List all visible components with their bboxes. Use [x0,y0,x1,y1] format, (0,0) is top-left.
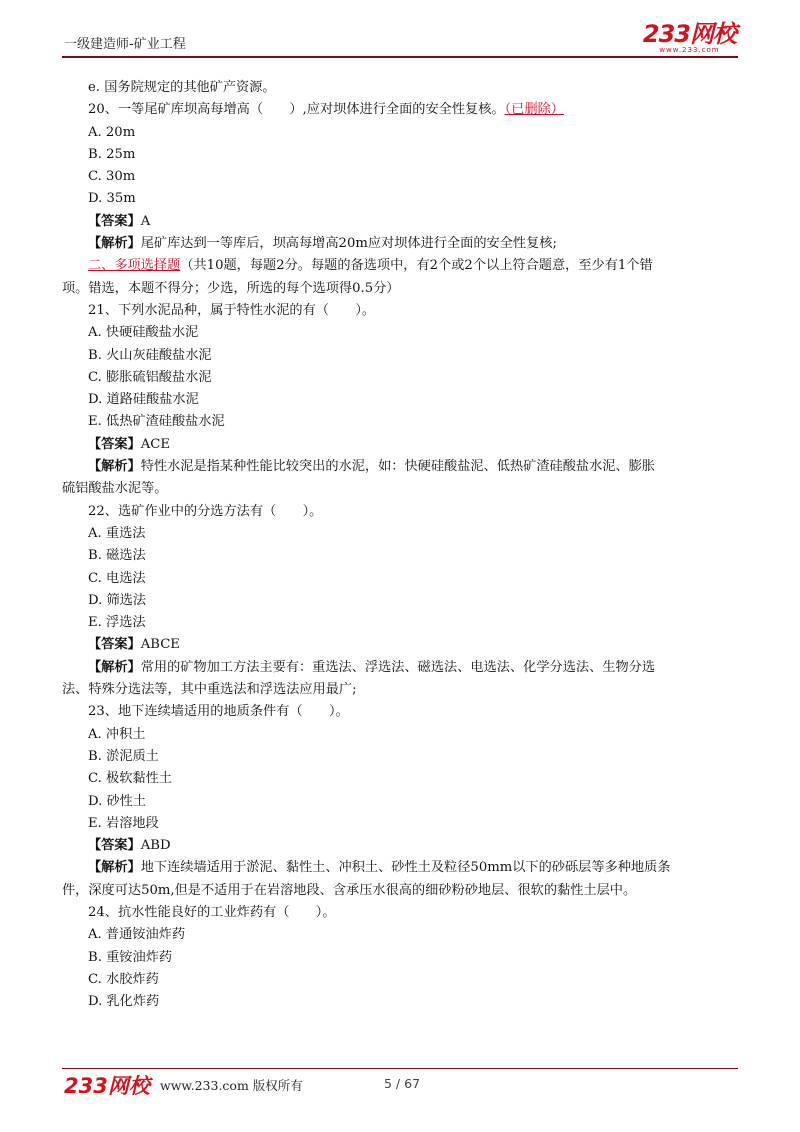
option-b: B. 淤泥质土 [88,748,159,764]
analysis-text: 地下连续墙适用于淤泥、黏性土、冲积土、砂性土及粒径50mm以下的砂砾层等多种地质条 [140,860,671,876]
analysis-label: 【解析】 [88,860,141,876]
analysis-label: 【解析】 [88,659,141,675]
page-content [62,77,738,1013]
option-d: D. 道路硅酸盐水泥 [88,392,199,408]
text-line: e. 国务院规定的其他矿产资源。 [88,80,276,95]
option-a: A. 重选法 [88,525,146,541]
analysis-text: 尾矿库达到一等库后，坝高每增高20m应对坝体进行全面的安全性复核; [140,236,557,252]
question-24: 24、抗水性能良好的工业炸药有（ ）。 [88,904,336,920]
option-d: D. 筛选法 [88,592,147,608]
answer-23 [62,835,738,857]
header-divider [62,56,738,58]
option-d: D. 35m [88,191,136,207]
footer-divider [62,1068,738,1069]
analysis-text: 特性水泥是指某种性能比较突出的水泥，如：快硬硅酸盐泥、低热矿渣硅酸盐水泥、膨胀 [140,459,656,475]
analysis-22 [62,657,738,679]
question-23: 23、地下连续墙适用的地质条件有（ ）。 [88,704,349,720]
answer-label: 【答案】 [88,436,141,452]
answer-label: 【答案】 [88,838,141,854]
option-e: E. 浮选法 [88,615,146,631]
question-20 [62,99,738,121]
option-b: B. 重铵油炸药 [88,949,173,965]
option-c: C. 水胶炸药 [88,971,159,987]
brand-logo [643,22,736,54]
option-c: C. 电选法 [88,570,146,586]
option-a: A. 20m [88,124,136,140]
option-e: E. 低热矿渣硅酸盐水泥 [88,414,225,430]
answer-22 [62,634,738,656]
question-text: 20、一等尾矿库坝高每增高（ ）,应对坝体进行全面的安全性复核。 [88,102,505,118]
analysis-label: 【解析】 [88,459,141,475]
answer-label: 【答案】 [88,637,141,653]
option-c: C. 膨胀硫铝酸盐水泥 [88,369,212,385]
section-instructions-cont: 项。错选，本题不得分；少选，所选的每个选项得0.5分） [62,280,400,296]
logo-wordmark: 233网校 [642,20,736,48]
option-b: B. 磁选法 [88,548,146,564]
answer-label: 【答案】 [88,213,141,229]
footer-copyright: www.233.com 版权所有 [160,1078,303,1093]
answer-21 [62,434,738,456]
section-heading [62,255,738,277]
option-b: B. 25m [88,146,136,162]
option-e: E. 岩溶地段 [88,815,159,831]
option-a: A. 快硬硅酸盐水泥 [88,325,199,341]
answer-value: ABCE [140,637,180,653]
option-c: C. 极软黏性土 [88,771,172,787]
answer-value: A [140,213,151,229]
page-number: 5 / 67 [384,1076,421,1091]
option-d: D. 乳化炸药 [88,994,160,1010]
analysis-23 [62,857,738,879]
analysis-21 [62,456,738,478]
analysis-cont: 件，深度可达50m,但是不适用于在岩溶地段、含承压水很高的细砂粉砂地层、很软的黏性土层中。 [62,882,637,898]
answer-20 [62,211,738,233]
option-a: A. 冲积土 [88,726,146,742]
answer-value: ABD [140,838,171,854]
option-b: B. 火山灰硅酸盐水泥 [88,347,212,363]
option-d: D. 砂性土 [88,793,147,809]
section-title: 二、多项选择题 [88,258,181,274]
answer-value: ACE [140,436,170,452]
deleted-marker: （已删除） [504,102,564,118]
analysis-text: 常用的矿物加工方法主要有：重选法、浮选法、磁选法、电选法、化学分选法、生物分选 [140,659,656,675]
question-22: 22、选矿作业中的分选方法有（ ）。 [88,503,323,519]
section-instructions: （共10题，每题2分。每题的备选项中，有2个或2个以上符合题意，至少有1个错 [180,258,653,274]
document-header-title: 一级建造师-矿业工程 [64,37,186,52]
analysis-cont: 硫铝酸盐水泥等。 [62,481,168,497]
option-c: C. 30m [88,169,136,185]
analysis-label: 【解析】 [88,236,141,252]
footer-logo: 233网校 [64,1074,150,1098]
logo-url: www.233.com [659,46,720,54]
question-21: 21、下列水泥品种，属于特性水泥的有（ ）。 [88,302,376,318]
option-a: A. 普通铵油炸药 [88,927,186,943]
analysis-20 [62,233,738,255]
analysis-cont: 法、特殊分选法等，其中重选法和浮选法应用最广; [62,682,357,698]
